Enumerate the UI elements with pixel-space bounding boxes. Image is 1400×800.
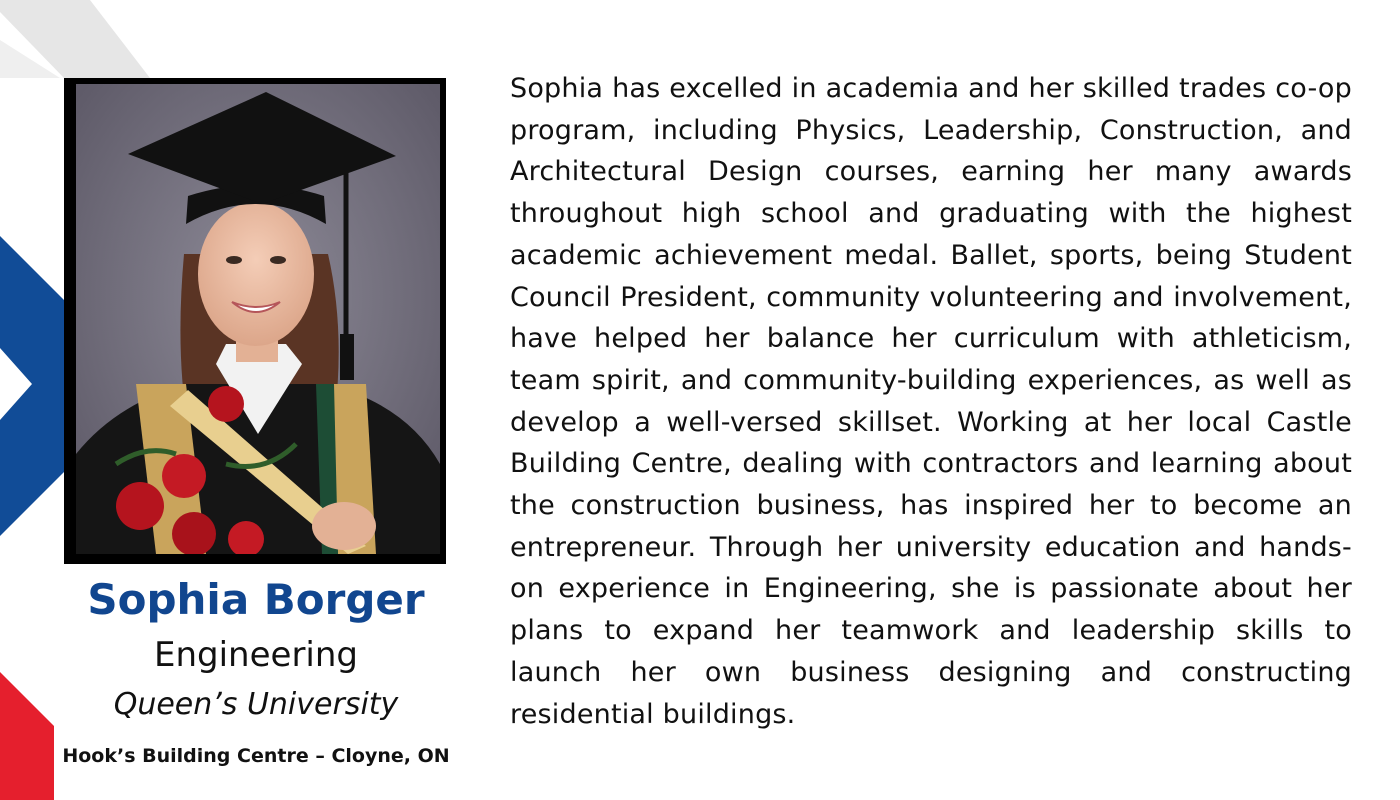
graduation-portrait-photo (76, 84, 440, 554)
sponsor-store: Hook’s Building Centre – Cloyne, ON (62, 745, 450, 767)
university-name: Queen’s University (113, 687, 399, 722)
student-name: Sophia Borger (87, 575, 425, 624)
program-of-study: Engineering (154, 635, 358, 675)
biography-text: Sophia has excelled in academia and her skilled trades co-op program, including Physics, Leadership, Construction, and Architectural Design courses, earning her many awards throughout high school and graduating with the highest academic achievement medal. Ballet, sports, being Student Council President, community volunteering and involvement, have helped her balance her curriculum with athleticism, team spirit, and community-building experiences, as well as develop a well-versed skillset. Working at her local Castle Building Centre, dealing with contractors and learning about the construction business, has inspired her to become an entrepreneur. Through her university education and hands-on experience in Engineering, she is passionate about her plans to expand her teamwork and leadership skills to launch her own business designing and constructing residential buildings. (510, 73, 1352, 730)
